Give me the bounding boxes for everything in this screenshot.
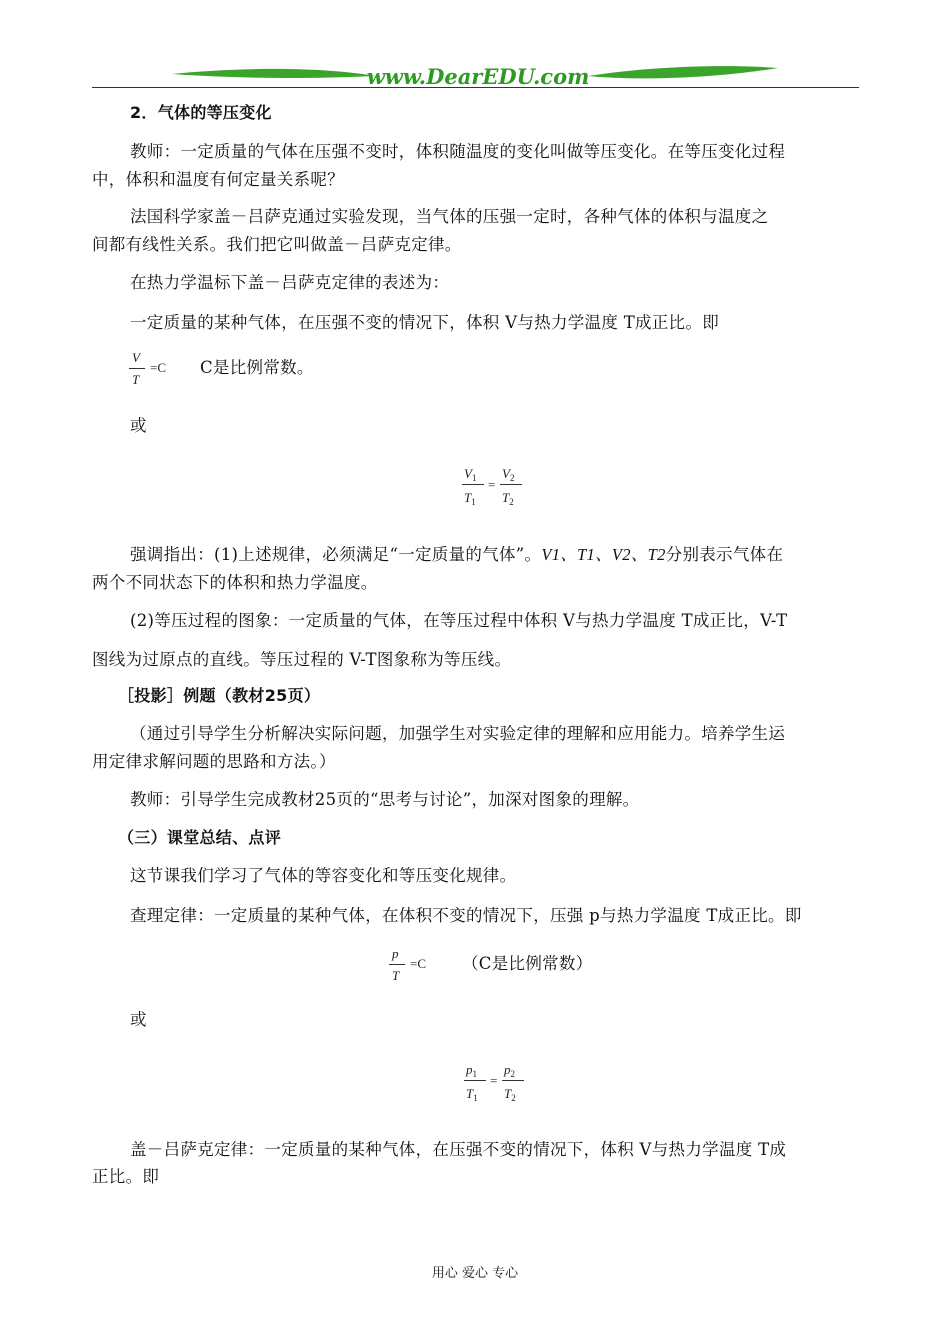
formula1-note: C是比例常数。 — [200, 358, 314, 377]
logo-swoosh-left — [172, 69, 375, 78]
formula-p-over-t: p T =C — [388, 946, 468, 990]
formula3-note: （C是比例常数） — [462, 954, 593, 973]
header-rule — [92, 87, 859, 88]
or-label-1: 或 — [130, 416, 147, 435]
summary-intro: 这节课我们学习了气体的等容变化和等压变化规律。 — [130, 866, 517, 885]
statement-line: 一定质量的某种气体，在压强不变的情况下，体积 V与热力学温度 T成正比。即 — [130, 313, 720, 332]
summary-title: （三）课堂总结、点评 — [118, 828, 282, 847]
projection-note-line1: （通过引导学生分析解决实际问题，加强学生对实验定律的理解和应用能力。培养学生运 — [130, 724, 786, 743]
statement-intro: 在热力学温标下盖－吕萨克定律的表述为： — [130, 273, 450, 292]
page-footer: 用心 爱心 专心 — [431, 1266, 519, 1281]
or-label-2: 或 — [130, 1010, 147, 1029]
projection-title: ［投影］例题（教材25页） — [118, 686, 321, 705]
projection-note-line2: 用定律求解问题的思路和方法。） — [92, 752, 336, 771]
emphasis-variables: V1、T1、V2、T2 — [541, 545, 666, 564]
emphasis-line2: 两个不同状态下的体积和热力学温度。 — [92, 573, 378, 592]
discovery-line2: 间都有线性关系。我们把它叫做盖－吕萨克定律。 — [92, 235, 462, 254]
discovery-line1: 法国科学家盖－吕萨克通过实验发现，当气体的压强一定时，各种气体的体积与温度之 — [130, 207, 769, 226]
formula-p1t1-p2t2: $p_1$ $T_1$ = $p_2$ $T_2$ — [464, 1062, 534, 1110]
gay-lussac-line2: 正比。即 — [92, 1167, 160, 1186]
logo-swoosh-right — [588, 66, 778, 78]
graph-line2: 图线为过原点的直线。等压过程的 V-T图象称为等压线。 — [92, 650, 512, 669]
emphasis-line1: 强调指出：(1)上述规律，必须满足“一定质量的气体”。V1、T1、V2、T2分别表示气体在 — [130, 545, 784, 564]
gay-lussac-line1: 盖－吕萨克定律：一定质量的某种气体，在压强不变的情况下，体积 V与热力学温度 T成 — [130, 1140, 787, 1159]
graph-line1: (2)等压过程的图象：一定质量的气体，在等压过程中体积 V与热力学温度 T成正比，V-T — [130, 611, 788, 630]
section-title: 2．气体的等压变化 — [130, 103, 272, 122]
teacher-guide: 教师：引导学生完成教材25页的“思考与讨论”，加深对图象的理解。 — [130, 790, 640, 809]
logo-text: www.DearEDU.com — [366, 64, 590, 89]
charles-law: 查理定律：一定质量的某种气体，在体积不变的情况下，压强 p与热力学温度 T成正比。即 — [130, 906, 802, 925]
teacher-intro-line2: 中，体积和温度有何定量关系呢？ — [92, 170, 344, 189]
formula-v-over-t: V T =C — [128, 350, 208, 394]
formula-v1t1-v2t2: $V_1$ $T_1$ = $V_2$ $T_2$ — [462, 466, 532, 514]
teacher-intro-line1: 教师：一定质量的气体在压强不变时，体积随温度的变化叫做等压变化。在等压变化过程 — [130, 142, 786, 161]
